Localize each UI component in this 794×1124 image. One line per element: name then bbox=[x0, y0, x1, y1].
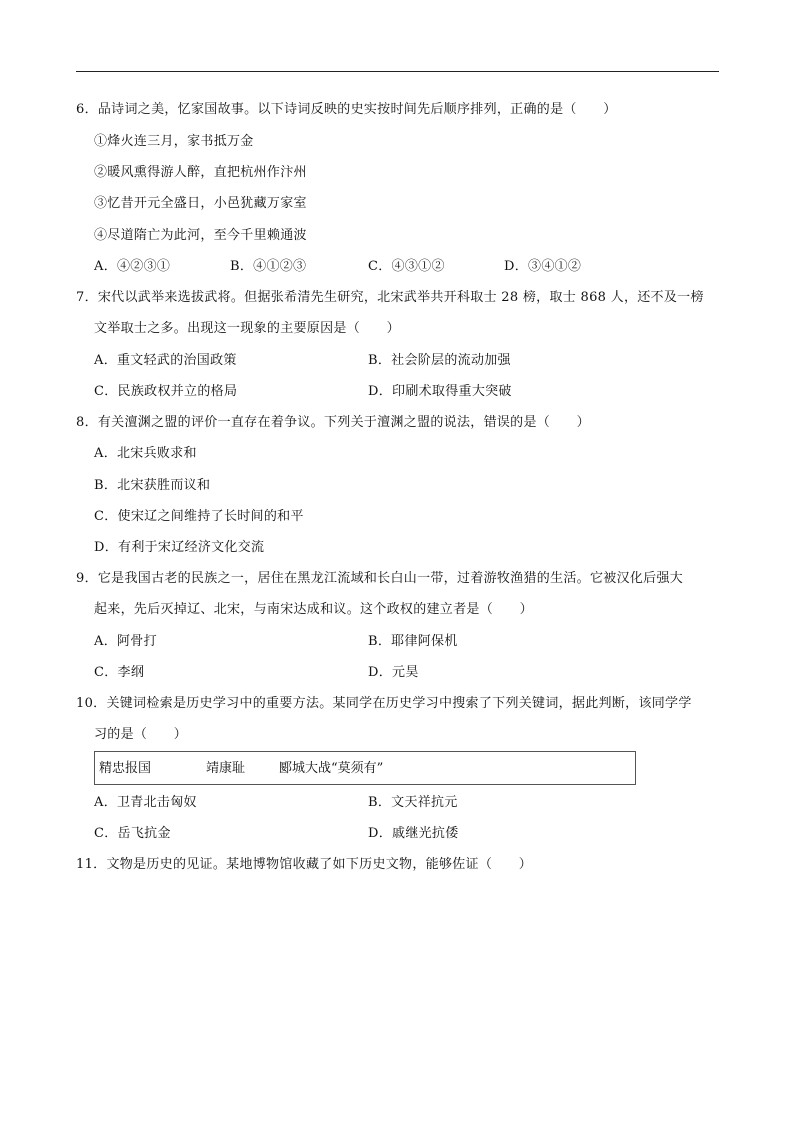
q6-item-4: ④尽道隋亡为此河，至今千里赖通波 bbox=[94, 228, 307, 243]
q6-item-3: ③忆昔开元全盛日，小邑犹藏万家室 bbox=[94, 196, 307, 211]
q7-option-a: A．重文轻武的治国政策 bbox=[94, 353, 237, 368]
q9-option-d: D．元昊 bbox=[368, 665, 419, 680]
q10-option-a: A．卫青北击匈奴 bbox=[94, 795, 197, 810]
q6-item-2: ②暖风熏得游人醉，直把杭州作汴州 bbox=[94, 165, 307, 180]
q10-stem-line-2: 习的是（ ） bbox=[94, 727, 188, 742]
q6-option-a: A．④②③① bbox=[94, 259, 171, 274]
q9-option-a: A．阿骨打 bbox=[94, 634, 157, 649]
q7-option-c: C．民族政权并立的格局 bbox=[94, 384, 238, 399]
q8-stem: 8．有关澶渊之盟的评价一直存在着争议。下列关于澶渊之盟的说法，错误的是（ ） bbox=[76, 415, 590, 430]
q8-option-c: C．使宋辽之间维持了长时间的和平 bbox=[94, 509, 304, 524]
q10-keyword-1: 精忠报国 bbox=[99, 761, 152, 776]
q6-option-b: B．④①②③ bbox=[230, 259, 307, 274]
header-rule bbox=[76, 71, 719, 72]
q10-option-b: B．文天祥抗元 bbox=[368, 795, 458, 810]
q10-option-d: D．戚继光抗倭 bbox=[368, 826, 459, 841]
q7-option-b: B．社会阶层的流动加强 bbox=[368, 353, 511, 368]
q7-stem-line-1: 7．宋代以武举来选拔武将。但据张希清先生研究，北宋武举共开科取士 28 榜，取士 868 人，还不及一榜 bbox=[76, 290, 704, 305]
q8-option-b: B．北宋获胜而议和 bbox=[94, 478, 211, 493]
q6-stem: 6．品诗词之美，忆家国故事。以下诗词反映的史实按时间先后顺序排列，正确的是（ ） bbox=[76, 102, 617, 117]
q10-keyword-box bbox=[94, 751, 636, 785]
q9-option-c: C．李纲 bbox=[94, 665, 145, 680]
q6-option-d: D．③④①② bbox=[504, 259, 582, 274]
q10-keyword-2: 靖康耻 bbox=[206, 761, 246, 776]
q6-item-1: ①烽火连三月，家书抵万金 bbox=[94, 134, 254, 149]
q7-option-d: D．印刷术取得重大突破 bbox=[368, 384, 512, 399]
q9-stem-line-1: 9．它是我国古老的民族之一，居住在黑龙江流域和长白山一带，过着游牧渔猎的生活。它被汉化后强大 bbox=[76, 571, 684, 586]
q9-option-b: B．耶律阿保机 bbox=[368, 634, 458, 649]
q10-keyword-3: 郾城大战“莫须有” bbox=[279, 761, 384, 776]
q10-option-c: C．岳飞抗金 bbox=[94, 826, 171, 841]
q10-stem-line-1: 10．关键词检索是历史学习中的重要方法。某同学在历史学习中搜索了下列关键词，据此判断，该同学学 bbox=[76, 696, 692, 711]
q6-option-c: C．④③①② bbox=[368, 259, 445, 274]
q8-option-a: A．北宋兵败求和 bbox=[94, 446, 197, 461]
q9-stem-line-2: 起来，先后灭掉辽、北宋，与南宋达成和议。这个政权的建立者是（ ） bbox=[94, 602, 533, 617]
q8-option-d: D．有利于宋辽经济文化交流 bbox=[94, 540, 265, 555]
q7-stem-line-2: 文举取士之多。出现这一现象的主要原因是（ ） bbox=[94, 321, 400, 336]
q11-stem: 11．文物是历史的见证。某地博物馆收藏了如下历史文物，能够佐证（ ） bbox=[76, 857, 533, 872]
